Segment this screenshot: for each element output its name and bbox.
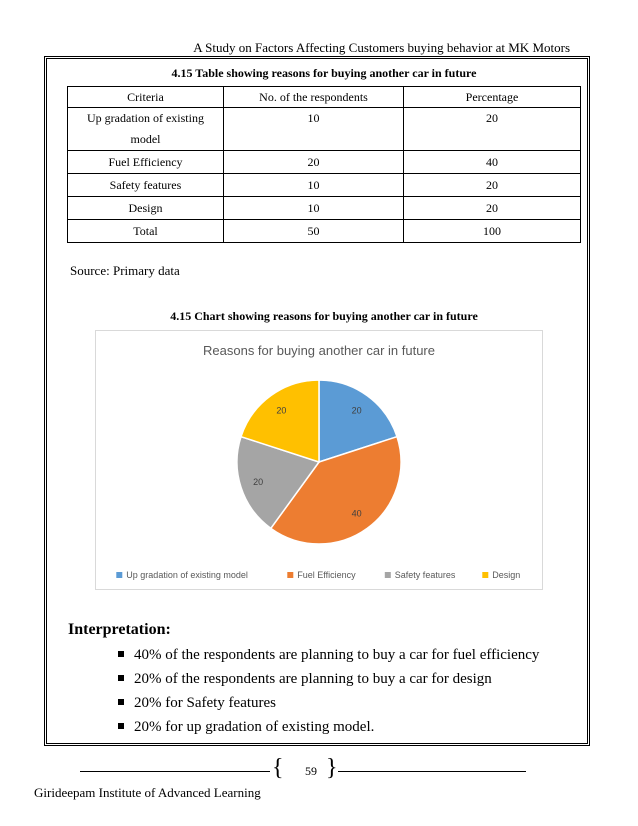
respondents-cell: 10 [224,108,404,151]
list-item-text: 20% of the respondents are planning to buy a car for design [134,671,492,687]
criteria-cell: Safety features [68,174,224,197]
column-header-percentage: Percentage [404,87,581,108]
percentage-cell: 100 [404,220,581,243]
list-item-text: 20% for up gradation of existing model. [134,719,375,735]
list-item-text: 20% for Safety features [134,695,277,711]
criteria-line: model [130,132,161,146]
legend-entry: Design [492,570,521,580]
respondents-cell: 10 [224,174,404,197]
respondents-cell: 10 [224,197,404,220]
criteria-cell: Fuel Efficiency [68,151,224,174]
pie-chart [95,330,543,590]
percentage-cell: 20 [404,108,581,151]
pie-slice-data-label: 40 [351,508,362,519]
criteria-line: Up gradation of existing [87,111,204,125]
percentage-cell: 20 [404,197,581,220]
criteria-cell: Total [68,220,224,243]
list-item-text: 40% of the respondents are planning to buy a car for fuel efficiency [134,647,540,663]
percentage-cell: 20 [404,174,581,197]
respondents-cell: 20 [224,151,404,174]
running-header: A Study on Factors Affecting Customers buying behavior at MK Motors [193,40,570,55]
chart-title: Reasons for buying another car in future [203,343,435,358]
legend-swatch [385,572,391,578]
pie-slice-data-label: 20 [351,405,362,416]
pie-slice-data-label: 20 [253,476,264,487]
source-note: Source: Primary data [70,263,180,278]
table-header-row [68,87,581,108]
table-row [68,174,581,197]
table-row [68,108,581,151]
legend-swatch [116,572,122,578]
right-brace-icon: } [326,755,338,781]
list-item [118,667,539,691]
respondents-cell: 50 [224,220,404,243]
list-item [118,715,539,739]
bullet-square-icon [118,699,124,705]
left-brace-icon: { [272,755,284,781]
legend-entry: Safety features [394,570,456,580]
bullet-square-icon [118,675,124,681]
table-row-total [68,220,581,243]
legend-entry: Up gradation of existing model [126,570,248,580]
chart-section-title: 4.15 Chart showing reasons for buying another car in future [170,309,478,323]
table-title: 4.15 Table showing reasons for buying another car in future [171,66,477,80]
list-item [118,691,539,715]
pie-chart-svg [96,331,542,589]
interpretation-list [118,643,539,739]
legend-swatch [482,572,488,578]
percentage-cell: 40 [404,151,581,174]
criteria-cell [68,108,224,151]
legend-entry: Fuel Efficiency [297,570,356,580]
interpretation-heading: Interpretation: [68,621,171,638]
legend-swatch [287,572,293,578]
table-row [68,151,581,174]
data-table [67,86,581,243]
column-header-criteria: Criteria [68,87,224,108]
page-number: 59 [305,764,317,778]
footer-rule-left [80,771,270,772]
pie-slice-data-label: 20 [276,405,287,416]
footer-institute: Girideepam Institute of Advanced Learning [34,785,261,800]
table-row [68,197,581,220]
list-item [118,643,539,667]
footer-rule-right [338,771,526,772]
bullet-square-icon [118,651,124,657]
criteria-cell: Design [68,197,224,220]
column-header-respondents: No. of the respondents [224,87,404,108]
bullet-square-icon [118,723,124,729]
